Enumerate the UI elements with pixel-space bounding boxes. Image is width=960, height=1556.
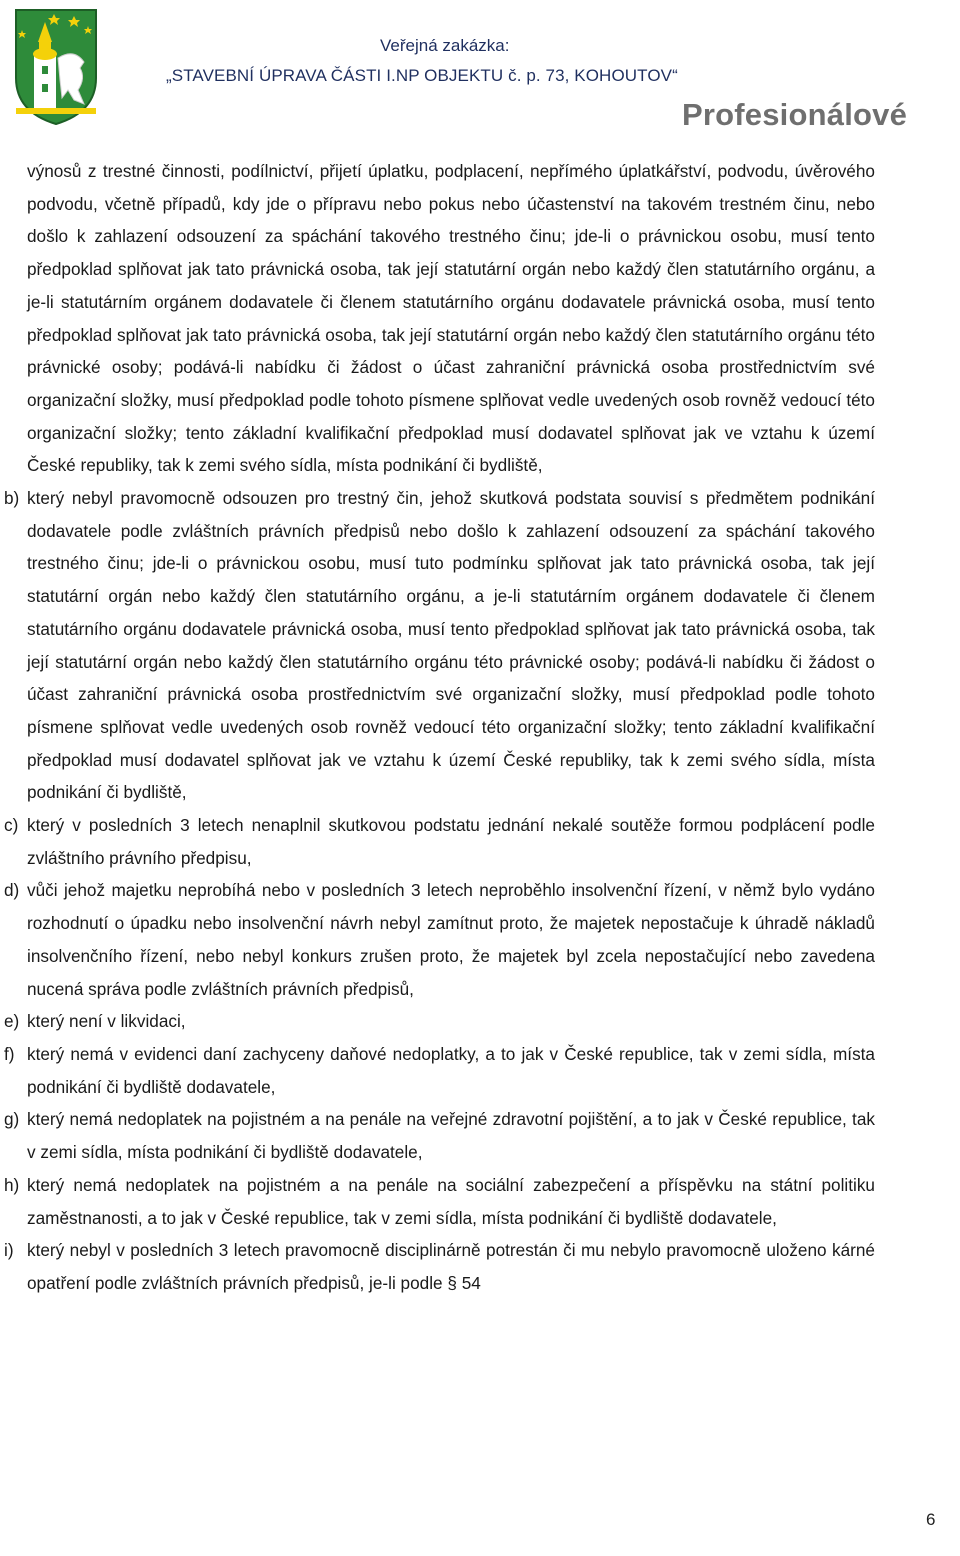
list-item-text: který nemá nedoplatek na pojistném a na penále na veřejné zdravotní pojištění, a to jak v České republice, tak v zemi sídla, místa podnikání či bydliště dodavatele, [27, 1109, 875, 1163]
header-tender-label: Veřejná zakázka: [380, 36, 510, 55]
list-item-letter: c) [4, 815, 19, 836]
list-item-e [4, 1005, 875, 1038]
page-header [0, 0, 960, 140]
list-item-letter: d) [4, 880, 20, 901]
list-item-text: který nemá nedoplatek na pojistném a na penále na sociální zabezpečení a příspěvku na státní politiku zaměstnanosti, a to jak v České republice, tak v zemi sídla, místa podnikání či bydliště dodavatele, [27, 1174, 875, 1228]
document-body [4, 155, 875, 1300]
list-item-h [4, 1169, 875, 1234]
municipal-coat-of-arms-icon [14, 8, 98, 126]
list-item-letter: h) [4, 1174, 20, 1195]
list-item-letter: b) [4, 488, 20, 509]
list-item-g [4, 1103, 875, 1168]
list-item-c [4, 809, 875, 874]
list-item-i [4, 1234, 875, 1299]
list-item-f [4, 1038, 875, 1103]
header-tender-title: „STAVEBNÍ ÚPRAVA ČÁSTI I.NP OBJEKTU č. p. 73, KOHOUTOV“ [166, 66, 678, 85]
list-item-text: který v posledních 3 letech nenaplnil skutkovou podstatu jednání nekalé soutěže formou podplácení podle zvláštního právního předpisu, [27, 815, 875, 868]
list-item-letter: i) [4, 1240, 14, 1261]
list-item-text: který nemá v evidenci daní zachyceny daňové nedoplatky, a to jak v České republice, tak v zemi sídla, místa podnikání či bydliště dodavatele, [27, 1043, 875, 1097]
intro-paragraph: výnosů z trestné činnosti, podílnictví, přijetí úplatku, podplacení, nepřímého úplatkářství, podvodu, úvěrového podvodu, včetně případů, kdy jde o přípravu nebo pokus nebo účastenství na takovém trestném činu, nebo došlo k zahlazení odsouzení za spáchání takového trestného činu; jde-li o právnickou osobu, musí tento předpoklad splňovat jak tato právnická osoba, tak její statutární orgán nebo každý člen statutárního orgánu, a je-li statutárním orgánem dodavatele či členem statutárního orgánu dodavatele právnická osoba, musí tento předpoklad splňovat jak tato právnická osoba, tak její statutární orgán nebo každý člen statutárního orgánu této právnické osoby; podává-li nabídku či žádost o účast zahraniční právnická osoba prostřednictvím své organizační složky, musí předpoklad podle tohoto písmene splňovat vedle uvedených osob rovněž vedoucí této organizační složky; tento základní kvalifikační předpoklad musí dodavatel splňovat jak ve vztahu k území České republiky, tak k zemi svého sídla, místa podnikání či bydliště, [27, 161, 875, 476]
list-item-text: který není v likvidaci, [27, 1011, 186, 1032]
page-number: 6 [926, 1510, 936, 1529]
list-item-text: který nebyl v posledních 3 letech pravomocně disciplinárně potrestán či mu nebylo pravomocně uloženo kárné opatření podle zvláštních právních předpisů, je-li podle § 54 [27, 1240, 875, 1293]
brand-logo: Profesionálové [682, 97, 908, 132]
list-item-text: který nebyl pravomocně odsouzen pro trestný čin, jehož skutková podstata souvisí s předmětem podnikání dodavatele podle zvláštních právních předpisů nebo došlo k zahlazení odsouzení za spáchání takového trestného činu; jde-li o právnickou osobu, musí tuto podmínku splňovat jak tato právnická osoba, tak její statutární orgán nebo každý člen statutárního orgánu, a je-li statutárním orgánem dodavatele či členem statutárního orgánu dodavatele právnická osoba, musí tento předpoklad splňovat jak tato právnická osoba, tak její statutární orgán nebo každý člen statutárního orgánu této právnické osoby; podává-li nabídku či žádost o účast zahraniční právnická osoba prostřednictvím své organizační složky, musí předpoklad podle tohoto písmene splňovat vedle uvedených osob rovněž vedoucí této organizační složky; tento základní kvalifikační předpoklad musí dodavatel splňovat jak ve vztahu k území České republiky, tak k zemi svého sídla, místa podnikání či bydliště, [27, 488, 875, 803]
list-item-d [4, 874, 875, 1005]
list-item-text: vůči jehož majetku neprobíhá nebo v posledních 3 letech neproběhlo insolvenční řízení, v němž bylo vydáno rozhodnutí o úpadku nebo insolvenční návrh nebyl zamítnut proto, že majetek nepostačuje k úhradě nákladů insolvenčního řízení, nebo nebyl konkurs zrušen proto, že majetek byl zcela nepostačující nebo zavedena nucená správa podle zvláštních právních předpisů, [27, 880, 875, 999]
list-item-letter: f) [4, 1043, 15, 1064]
list-item-letter: e) [4, 1011, 20, 1032]
list-item-letter: g) [4, 1109, 20, 1130]
list-item-b [4, 482, 875, 809]
